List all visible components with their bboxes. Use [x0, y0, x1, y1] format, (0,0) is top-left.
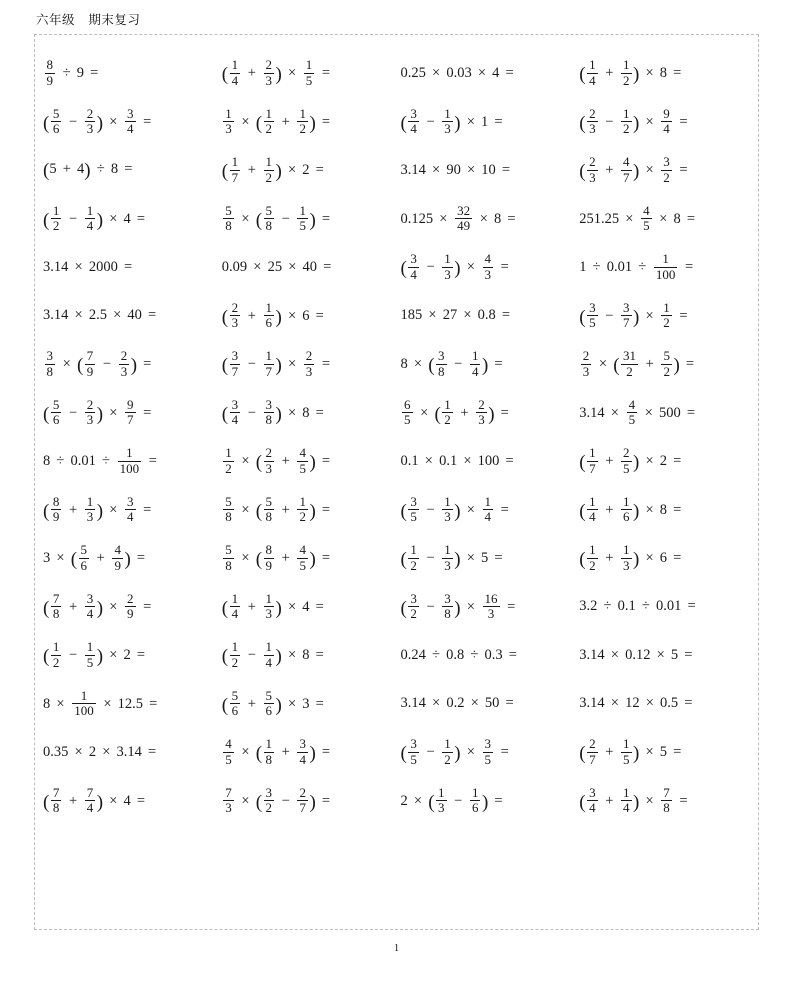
problem-row — [39, 486, 754, 535]
problem-expression: 0.09 × 25 × 40 = — [221, 258, 332, 275]
problem-cell — [397, 777, 576, 826]
problem-expression: ( $\frac{3}{5}$ − $\frac{1}{3}$ ) × $\frac{1}{4}$ = — [400, 493, 509, 525]
problem-row — [39, 534, 754, 583]
problem-cell — [575, 243, 754, 292]
problem-cell — [218, 437, 397, 486]
problem-grid — [39, 49, 754, 825]
problem-cell — [575, 728, 754, 777]
problem-cell — [39, 437, 218, 486]
problem-expression: $\frac{1}{2}$ × ( $\frac{2}{3}$ + $\frac{4}{5}$ ) = — [225, 445, 331, 476]
problem-cell — [397, 195, 576, 244]
problem-row — [39, 631, 754, 680]
problem-row — [39, 340, 754, 389]
problem-expression: ( $\frac{1}{2}$ − $\frac{1}{4}$ ) × 8 = — [221, 639, 324, 670]
problem-expression: ( $\frac{3}{2}$ − $\frac{3}{8}$ ) × $\frac{16}{3}$ = — [400, 590, 516, 622]
problem-expression: 3.14 × 2000 = — [43, 258, 133, 275]
problem-expression: $\frac{8}{9}$ ÷ 9 = — [46, 57, 99, 88]
problem-expression: 3.14 × 0.12 × 5 = — [579, 646, 693, 663]
problem-expression: ( $\frac{1}{7}$ + $\frac{2}{5}$ ) × 2 = — [579, 445, 682, 476]
problem-expression: $\frac{5}{8}$ × ( $\frac{5}{8}$ − $\frac{1}{5}$ ) = — [225, 202, 331, 234]
problem-cell — [39, 728, 218, 777]
problem-cell — [218, 389, 397, 438]
problem-expression: ( $\frac{1}{7}$ + $\frac{1}{2}$ ) × 2 = — [221, 154, 324, 185]
problem-expression: (5 + 4) ÷ 8 = — [43, 159, 133, 181]
problem-expression: ( $\frac{7}{8}$ + $\frac{7}{4}$ ) × 4 = — [43, 784, 146, 816]
problem-cell — [39, 292, 218, 341]
problem-expression: ( $\frac{1}{2}$ − $\frac{1}{5}$ ) × 2 = — [43, 639, 146, 670]
problem-cell — [575, 583, 754, 632]
problem-cell — [39, 243, 218, 292]
problem-expression: 8 × ( $\frac{3}{8}$ − $\frac{1}{4}$ ) = — [400, 348, 503, 379]
problem-expression: 0.24 ÷ 0.8 ÷ 0.3 = — [400, 646, 517, 663]
problem-expression: ( $\frac{5}{6}$ + $\frac{5}{6}$ ) × 3 = — [221, 687, 324, 719]
problem-cell — [575, 680, 754, 729]
problem-expression: 0.35 × 2 × 3.14 = — [43, 743, 157, 760]
problem-cell — [575, 631, 754, 680]
problem-cell — [218, 243, 397, 292]
problem-cell — [575, 292, 754, 341]
problem-expression: ( $\frac{1}{4}$ + $\frac{1}{6}$ ) × 8 = — [579, 493, 682, 525]
problem-expression: 0.25 × 0.03 × 4 = — [400, 64, 514, 81]
problem-row — [39, 583, 754, 632]
problem-cell — [397, 437, 576, 486]
problem-expression: ( $\frac{7}{8}$ + $\frac{3}{4}$ ) × $\frac{2}{9}$ = — [43, 590, 152, 622]
problem-cell — [218, 728, 397, 777]
page-header: 六年级 期末复习 — [36, 12, 141, 27]
problem-row — [39, 49, 754, 98]
problem-expression: ( $\frac{2}{3}$ + $\frac{4}{7}$ ) × $\frac{3}{2}$ = — [579, 154, 688, 185]
problem-cell — [397, 583, 576, 632]
problem-cell — [218, 292, 397, 341]
problem-cell — [39, 49, 218, 98]
problem-expression: $\frac{4}{5}$ × ( $\frac{1}{8}$ + $\frac{3}{4}$ ) = — [225, 736, 331, 767]
problem-expression: ( $\frac{5}{6}$ − $\frac{2}{3}$ ) × $\frac{9}{7}$ = — [43, 396, 152, 428]
problem-row — [39, 243, 754, 292]
problem-cell — [575, 486, 754, 535]
problem-expression: 3 × ( $\frac{5}{6}$ + $\frac{4}{9}$ ) = — [43, 542, 146, 573]
problem-expression: ( $\frac{3}{5}$ − $\frac{3}{7}$ ) × $\frac{1}{2}$ = — [579, 299, 688, 331]
problem-row — [39, 98, 754, 147]
problem-cell — [397, 292, 576, 341]
problem-row — [39, 195, 754, 244]
problem-expression: ( $\frac{8}{9}$ + $\frac{1}{3}$ ) × $\frac{3}{4}$ = — [43, 493, 152, 525]
problem-cell — [218, 534, 397, 583]
problem-expression: ( $\frac{3}{5}$ − $\frac{1}{2}$ ) × $\frac{3}{5}$ = — [400, 736, 509, 767]
problem-expression: $\frac{5}{8}$ × ( $\frac{8}{9}$ + $\frac{4}{5}$ ) = — [225, 542, 331, 573]
problem-row — [39, 680, 754, 729]
problem-row — [39, 728, 754, 777]
problem-expression: ( $\frac{1}{4}$ + $\frac{1}{3}$ ) × 4 = — [221, 590, 324, 622]
problem-expression: 3.2 ÷ 0.1 ÷ 0.01 = — [579, 598, 696, 615]
problem-cell — [397, 631, 576, 680]
problem-expression: ( $\frac{3}{4}$ − $\frac{1}{3}$ ) × 1 = — [400, 105, 503, 137]
problem-expression: ( $\frac{2}{3}$ + $\frac{1}{6}$ ) × 6 = — [221, 299, 324, 331]
problem-expression: ( $\frac{3}{4}$ + $\frac{1}{4}$ ) × $\frac{7}{8}$ = — [579, 784, 688, 816]
problem-cell — [397, 146, 576, 195]
problem-row — [39, 777, 754, 826]
problem-cell — [218, 146, 397, 195]
problem-cell — [39, 777, 218, 826]
problem-sheet — [34, 34, 759, 930]
problem-cell — [39, 534, 218, 583]
problem-cell — [218, 680, 397, 729]
problem-expression: ( $\frac{2}{7}$ + $\frac{1}{5}$ ) × 5 = — [579, 736, 682, 767]
problem-cell — [397, 680, 576, 729]
problem-expression: ( $\frac{1}{2}$ + $\frac{1}{3}$ ) × 6 = — [579, 542, 682, 573]
problem-expression: 251.25 × $\frac{4}{5}$ × 8 = — [579, 202, 696, 234]
problem-cell — [39, 680, 218, 729]
problem-cell — [39, 195, 218, 244]
problem-expression: $\frac{1}{3}$ × ( $\frac{1}{2}$ + $\frac{1}{2}$ ) = — [225, 105, 331, 137]
problem-cell — [575, 98, 754, 147]
problem-expression: 3.14 × 90 × 10 = — [400, 161, 511, 178]
problem-row — [39, 437, 754, 486]
problem-cell — [397, 243, 576, 292]
problem-expression: $\frac{3}{8}$ × ( $\frac{7}{9}$ − $\frac{2}{3}$ ) = — [46, 348, 152, 379]
problem-cell — [575, 437, 754, 486]
problem-cell — [39, 486, 218, 535]
problem-cell — [218, 195, 397, 244]
problem-expression: ( $\frac{3}{7}$ − $\frac{1}{7}$ ) × $\frac{2}{3}$ = — [221, 348, 331, 379]
problem-cell — [575, 777, 754, 826]
problem-cell — [218, 631, 397, 680]
problem-expression: ( $\frac{5}{6}$ − $\frac{2}{3}$ ) × $\frac{3}{4}$ = — [43, 105, 152, 137]
problem-expression: ( $\frac{1}{4}$ + $\frac{1}{2}$ ) × 8 = — [579, 57, 682, 88]
problem-expression: 3.14 × 2.5 × 40 = — [43, 307, 157, 324]
problem-cell — [575, 534, 754, 583]
problem-expression: ( $\frac{2}{3}$ − $\frac{1}{2}$ ) × $\frac{9}{4}$ = — [579, 105, 688, 137]
problem-cell — [218, 98, 397, 147]
problem-cell — [218, 777, 397, 826]
problem-expression: 3.14 × 0.2 × 50 = — [400, 695, 514, 712]
problem-cell — [39, 583, 218, 632]
problem-expression: 3.14 × 12 × 0.5 = — [579, 695, 693, 712]
problem-expression: 8 ÷ 0.01 ÷ $\frac{1}{100}$ = — [43, 445, 157, 476]
problem-cell — [397, 534, 576, 583]
problem-cell — [575, 340, 754, 389]
problem-cell — [218, 49, 397, 98]
problem-expression: ( $\frac{1}{4}$ + $\frac{2}{3}$ ) × $\frac{1}{5}$ = — [221, 57, 331, 88]
problem-expression: 0.125 × $\frac{32}{49}$ × 8 = — [400, 202, 516, 234]
problem-cell — [39, 389, 218, 438]
problem-expression: 2 × ( $\frac{1}{3}$ − $\frac{1}{6}$ ) = — [400, 784, 503, 816]
problem-expression: ( $\frac{1}{2}$ − $\frac{1}{4}$ ) × 4 = — [43, 202, 146, 234]
problem-expression: ( $\frac{3}{4}$ − $\frac{3}{8}$ ) × 8 = — [221, 396, 324, 428]
problem-expression: 0.1 × 0.1 × 100 = — [400, 452, 514, 469]
problem-cell — [397, 49, 576, 98]
problem-expression: $\frac{7}{3}$ × ( $\frac{3}{2}$ − $\frac{2}{7}$ ) = — [225, 784, 331, 816]
problem-cell — [575, 146, 754, 195]
problem-cell — [218, 486, 397, 535]
problem-expression: 8 × $\frac{1}{100}$ × 12.5 = — [43, 687, 158, 719]
problem-cell — [397, 98, 576, 147]
problem-cell — [575, 49, 754, 98]
problem-row — [39, 389, 754, 438]
problem-expression: $\frac{5}{8}$ × ( $\frac{5}{8}$ + $\frac{1}{2}$ ) = — [225, 493, 331, 525]
problem-cell — [218, 583, 397, 632]
problem-expression: $\frac{6}{5}$ × ( $\frac{1}{2}$ + $\frac{2}{3}$ ) = — [404, 396, 509, 428]
problem-cell — [39, 340, 218, 389]
problem-cell — [575, 389, 754, 438]
problem-expression: 185 × 27 × 0.8 = — [400, 307, 511, 324]
problem-cell — [397, 340, 576, 389]
problem-cell — [397, 389, 576, 438]
problem-row — [39, 146, 754, 195]
problem-row — [39, 292, 754, 341]
problem-expression: 1 ÷ 0.01 ÷ $\frac{1}{100}$ = — [579, 251, 694, 282]
problem-cell — [39, 631, 218, 680]
page-number: 1 — [393, 942, 400, 954]
problem-cell — [397, 486, 576, 535]
problem-expression: ( $\frac{3}{4}$ − $\frac{1}{3}$ ) × $\frac{4}{3}$ = — [400, 251, 509, 282]
problem-expression: 3.14 × $\frac{4}{5}$ × 500 = — [579, 396, 696, 428]
problem-cell — [39, 98, 218, 147]
problem-cell — [575, 195, 754, 244]
problem-cell — [39, 146, 218, 195]
problem-cell — [218, 340, 397, 389]
problem-expression: ( $\frac{1}{2}$ − $\frac{1}{3}$ ) × 5 = — [400, 542, 503, 573]
problem-expression: $\frac{2}{3}$ × ( $\frac{31}{2}$ + $\frac{5}{2}$ ) = — [582, 348, 695, 379]
problem-cell — [397, 728, 576, 777]
